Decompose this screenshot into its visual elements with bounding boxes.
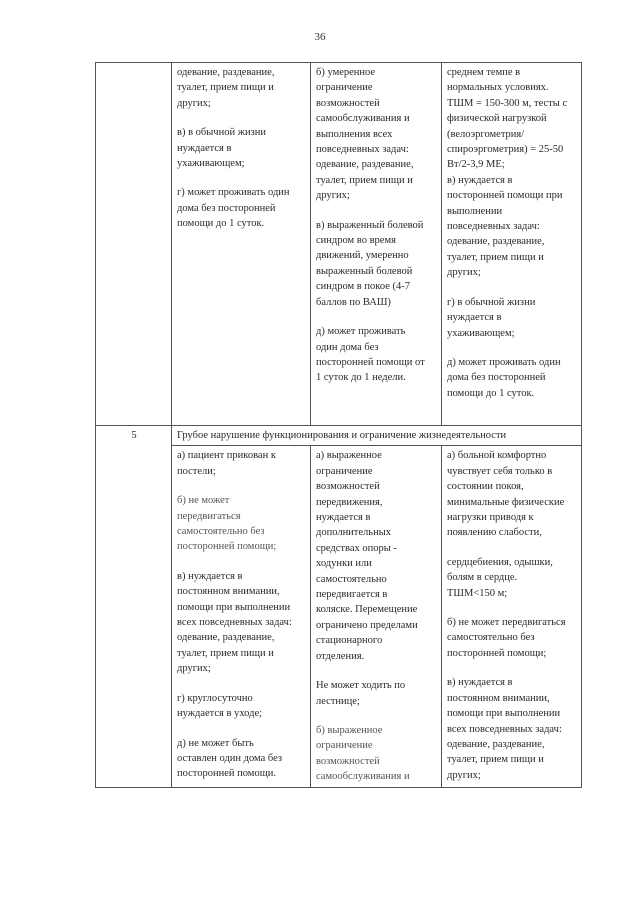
criteria-table bbox=[95, 62, 582, 788]
criteria-item: д) может проживать один дома без посторонней помощи от 1 суток до 1 недели. bbox=[316, 326, 425, 384]
section-title-row bbox=[96, 426, 582, 446]
table-row bbox=[96, 63, 582, 426]
criteria-item: г) может проживать один дома без посторонней помощи до 1 суток. bbox=[177, 187, 290, 230]
criteria-item: в) нуждается в постоянном внимании, помощи при выполнении всех повседневных задач: одевание, раздевание, туалет, прием пищи и других; bbox=[447, 677, 562, 781]
criteria-item: б) выраженное ограничение возможностей самообслуживания и bbox=[316, 724, 410, 783]
criteria-cell-3 bbox=[442, 63, 582, 426]
criteria-item: а) выраженное ограничение возможностей передвижения, нуждается в дополнительных средствах опоры - ходунки или самостоятельно передвигается в коляске. Перемещение ограничено пределами стационарного отделения. bbox=[316, 450, 418, 662]
criteria-cell-3 bbox=[442, 446, 582, 787]
criteria-item: а) больной комфортно чувствует себя только в состоянии покоя, минимальные физические нагрузки приводя к появлению слабости, bbox=[447, 450, 565, 539]
criteria-item: в) в обычной жизни нуждается в ухаживающем; bbox=[177, 127, 266, 170]
criteria-cell-1 bbox=[172, 446, 311, 787]
criteria-item: в) нуждается в постоянном внимании, помощи при выполнении всех повседневных задач: одевание, раздевание, туалет, прием пищи и других; bbox=[177, 570, 292, 675]
criteria-item: одевание, раздевание, туалет, прием пищи и других; bbox=[177, 67, 275, 109]
criteria-item: среднем темпе в нормальных условиях. ТШМ = 150-300 м, тесты с физической нагрузкой (велоэргометрия/ спироэргометрия) = 25-50 Вт/2-3,9 МЕ; в) нуждается в посторонней помощи при выполнении повседневных задач: одевание, раздевание, туалет, прием пищи и других; bbox=[447, 67, 568, 279]
criteria-item: г) круглосуточно нуждается в уходе; bbox=[177, 692, 263, 720]
criteria-item: д) может проживать один дома без посторонней помощи до 1 суток. bbox=[447, 356, 561, 399]
criteria-item: д) не может быть оставлен один дома без посторонней помощи. bbox=[177, 737, 283, 780]
criteria-item: г) в обычной жизни нуждается в ухаживающем; bbox=[447, 296, 536, 339]
criteria-cell-2 bbox=[311, 63, 442, 426]
criteria-item: Не может ходить по лестнице; bbox=[316, 680, 406, 707]
section-number: 5 bbox=[96, 426, 172, 788]
criteria-item: сердцебиения, одышки, болям в сердце. ТШМ<150 м; bbox=[447, 556, 553, 599]
section-title: Грубое нарушение функционирования и ограничение жизнедеятельности bbox=[172, 426, 582, 446]
criteria-item: б) умеренное ограничение возможностей самообслуживания и выполнения всех повседневных задач: одевание, раздевание, туалет, прием пищи и других; bbox=[316, 67, 414, 202]
criteria-cell-2 bbox=[311, 446, 442, 787]
criteria-item: б) не может передвигаться самостоятельно без посторонней помощи; bbox=[447, 617, 566, 659]
criteria-item: а) пациент прикован к постели; bbox=[177, 450, 276, 477]
criteria-item: в) выраженный болевой синдром во время движений, умеренно выраженный болевой синдром в покое (4-7 баллов по ВАШ) bbox=[316, 219, 424, 308]
page-number: 36 bbox=[314, 31, 326, 43]
row-number-cell bbox=[96, 63, 172, 426]
criteria-cell-1 bbox=[172, 63, 311, 426]
criteria-item: б) не может передвигаться самостоятельно без посторонней помощи; bbox=[177, 495, 277, 553]
